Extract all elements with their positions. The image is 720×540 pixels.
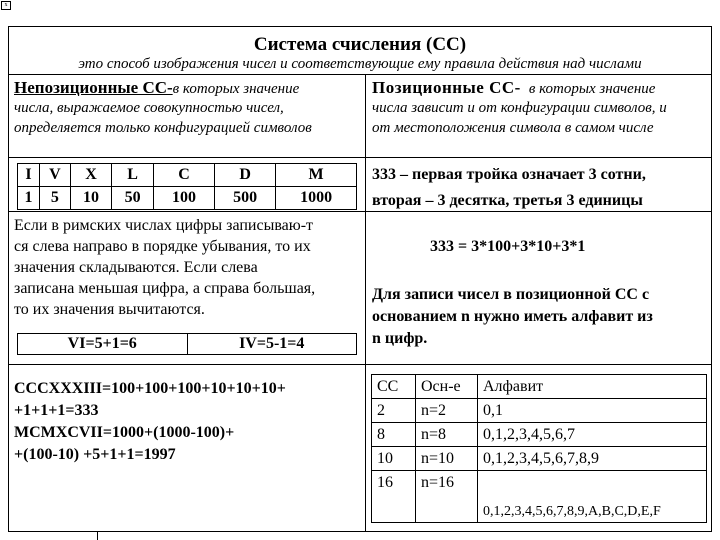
header-cell-base: Осн-е [416,375,478,399]
alphabet-line: n цифр. [372,330,428,347]
roman-symbol-cell: D [215,164,276,187]
rule-line: значения складываются. Если слева [14,259,258,276]
roman-symbol-cell: I [18,164,40,187]
example-line: 333 – первая тройка означает 3 сотни, [372,166,646,183]
cc-cell: 8 [372,423,416,447]
header-cell-cc: СС [372,375,416,399]
left-desc-line-2: определяется только конфигурацией символов [14,120,312,136]
roman-value-cell: 50 [112,187,154,210]
rule-line: Если в римских числах цифры записываю-т [14,217,314,234]
roman-value-cell: 500 [215,187,276,210]
page-subtitle: это способ изображения чисел и соответствующие ему правила действия над числами [78,56,642,72]
right-desc-line-2: от местоположения символа в самом числе [372,120,654,136]
divider-under-headings [8,157,712,158]
rule-line: то их значения вычитаются. [14,301,205,318]
header-cell-alphabet: Алфавит [478,375,707,399]
roman-symbol-cell: L [112,164,154,187]
broken-image-icon: x [1,1,11,10]
cc-cell: 16 [372,471,416,523]
roman-value-cell: 5 [40,187,71,210]
calc-line: +(100-10) +5+1+1=1997 [14,446,176,463]
divider-right-table [365,364,712,365]
cc-cell: 10 [372,447,416,471]
example-subtraction: IV=5-1=4 [187,334,357,355]
roman-calculations [14,378,364,466]
example-line: вторая – 3 десятка, третья 3 единицы [372,192,643,209]
roman-symbol-cell: X [70,164,112,187]
alphabet-cell: 0,1,2,3,4,5,6,7,8,9 [478,447,707,471]
table-row [372,399,707,423]
calc-line: MCMXCVII=1000+(1000-100)+ [14,424,235,441]
right-heading: Позиционные СС- [372,78,521,97]
positional-formula: 333 = 3*100+3*10+3*1 [430,238,586,255]
alphabet-cell: 0,1 [478,399,707,423]
left-desc-line-1: числа, выражаемое совокупностью чисел, [14,100,284,116]
base-cell: n=2 [416,399,478,423]
alphabet-cell: 0,1,2,3,4,5,6,7 [478,423,707,447]
base-table-header [372,375,707,399]
roman-value-cell: 1 [18,187,40,210]
table-row [372,447,707,471]
divider-under-roman-table [8,211,365,212]
calc-line: CCCXXXIII=100+100+100+10+10+10+ [14,380,286,397]
example-addition: VI=5+1=6 [18,334,188,355]
divider-under-title [8,74,712,75]
calc-line: +1+1+1=333 [14,402,99,419]
base-cell: n=10 [416,447,478,471]
base-cell: n=16 [416,471,478,523]
alphabet-note [372,284,710,350]
cc-cell: 2 [372,399,416,423]
base-alphabet-table [371,374,707,523]
rule-line: ся слева направо в порядке убывания, то их [14,238,311,255]
roman-value-cell: 10 [70,187,112,210]
left-heading-block [14,78,362,137]
roman-symbol-cell: V [40,164,71,187]
table-row [372,423,707,447]
page-title: Система счисления (СС) [253,34,467,55]
alphabet-cell: 0,1,2,3,4,5,6,7,8,9,A,B,C,D,E,F [478,471,707,523]
divider-under-rules [8,364,365,365]
center-divider [365,74,366,532]
table-row [372,471,707,523]
positional-example [372,164,710,212]
roman-rule-text [14,215,362,320]
right-heading-block [372,78,710,137]
right-desc-line-1: числа зависит и от конфигурации символов, и [372,100,667,116]
roman-symbol-cell: C [153,164,214,187]
right-heading-tail: в которых значение [528,81,656,97]
base-cell: n=8 [416,423,478,447]
bottom-tick [97,532,98,540]
left-heading: Непозиционные СС- [14,78,173,97]
roman-values-row [18,187,357,210]
rule-line: записана меньшая цифра, а справа большая, [14,280,316,297]
roman-examples-table [17,333,357,355]
alphabet-line: основанием n нужно иметь алфавит из [372,308,653,325]
roman-symbols-row [18,164,357,187]
roman-value-cell: 100 [153,187,214,210]
roman-numerals-table [17,163,357,210]
roman-symbol-cell: M [276,164,357,187]
left-heading-tail: в которых значение [172,81,300,97]
roman-value-cell: 1000 [276,187,357,210]
alphabet-line: Для записи чисел в позиционной СС с [372,286,650,303]
